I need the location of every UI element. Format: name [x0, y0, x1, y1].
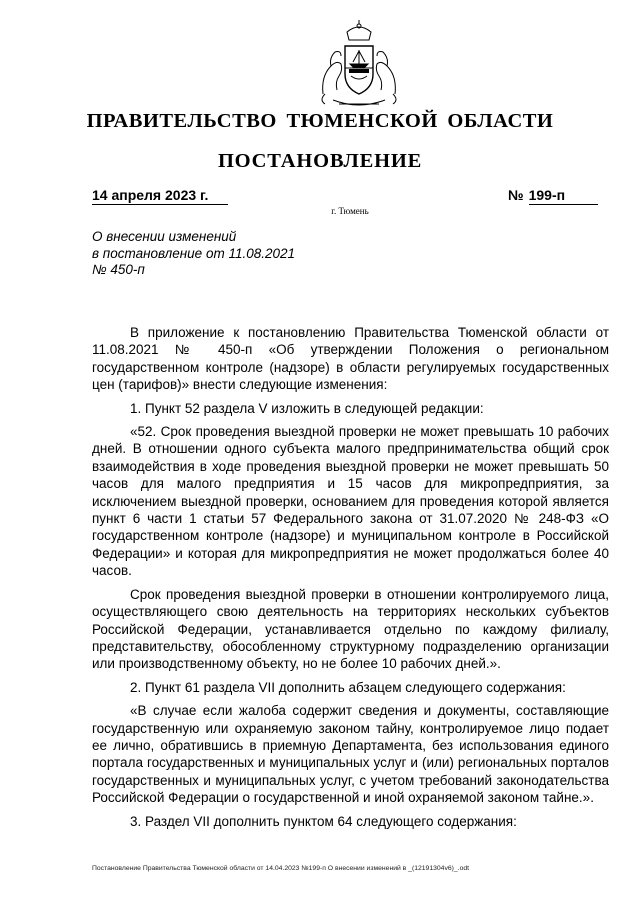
subject-line: О внесении изменений — [92, 229, 237, 244]
number-value: 199-п — [529, 187, 598, 205]
body-paragraph: 3. Раздел VII дополнить пунктом 64 следующего содержания: — [130, 813, 517, 829]
body-paragraph: 1. Пункт 52 раздела V изложить в следующей редакции: — [130, 400, 484, 416]
government-title: ПРАВИТЕЛЬСТВО ТЮМЕНСКОЙ ОБЛАСТИ — [86, 110, 554, 132]
body-paragraph: Срок проведения выездной проверки в отношении контролируемого лица, осуществляющего свою деятельность на территориях нескольких субъектов Российской Федерации, устанавливается отдельно по каждому филиалу, представительству, обособленному структурному подразделению организации или производственному объекту, но не более 10 рабочих дней.». — [92, 586, 609, 672]
body-paragraph: «В случае если жалоба содержит сведения и документы, составляющие государственную или охраняемую законом тайну, контролируемое лицо подает ее лично, обратившись в приемную Департамента, без использования единого портала государственных и муниципальных услуг и (или) региональных порталов государственных и муниципальных услуг, с учетом требований законодательства Российской Федерации о государственной и иной охраняемой законом тайне.». — [92, 703, 609, 806]
subject-line: № 450-п — [92, 262, 145, 277]
document-number — [508, 187, 604, 205]
document-subject — [92, 229, 392, 279]
number-sign: № — [508, 187, 524, 203]
document-date: 14 апреля 2023 г. — [92, 187, 228, 205]
subject-line: в постановление от 11.08.2021 — [92, 245, 296, 261]
document-type: ПОСТАНОВЛЕНИЕ — [217, 150, 423, 172]
body-paragraph: «52. Срок проведения выездной проверки не может превышать 10 рабочих дней. В отношении одного субъекта малого предпринимательства общий срок взаимодействия в ходе проведения выездной проверки не может превышать 50 часов для малого предприятия и 15 часов для микропредприятия, за исключением выездной проверки, основанием для проведения которой является пункт 6 части 1 статьи 57 Федерального закона от 31.07.2020 № 248-ФЗ «О государственном контроле (надзоре) и муниципальном контроле в Российской Федерации» и которая для микропредприятия не может продолжаться более 40 часов. — [92, 424, 609, 579]
document-body — [92, 324, 609, 836]
page-footer: Постановление Правительства Тюменской области от 14.04.2023 №199-п О внесении изменений в _(12191304v6)_.odt — [92, 865, 470, 872]
body-paragraph: В приложение к постановлению Правительства Тюменской области от 11.08.2021 № 450-п «Об утверждении Положения о региональном государственном контроле (надзоре) в области регулируемых государственных цен (тарифов)» внести следующие изменения: — [92, 325, 609, 393]
tyumen-coat-of-arms-icon — [311, 20, 407, 108]
body-paragraph: 2. Пункт 61 раздела VII дополнить абзацем следующего содержания: — [130, 679, 566, 695]
document-city: г. Тюмень — [331, 206, 369, 216]
